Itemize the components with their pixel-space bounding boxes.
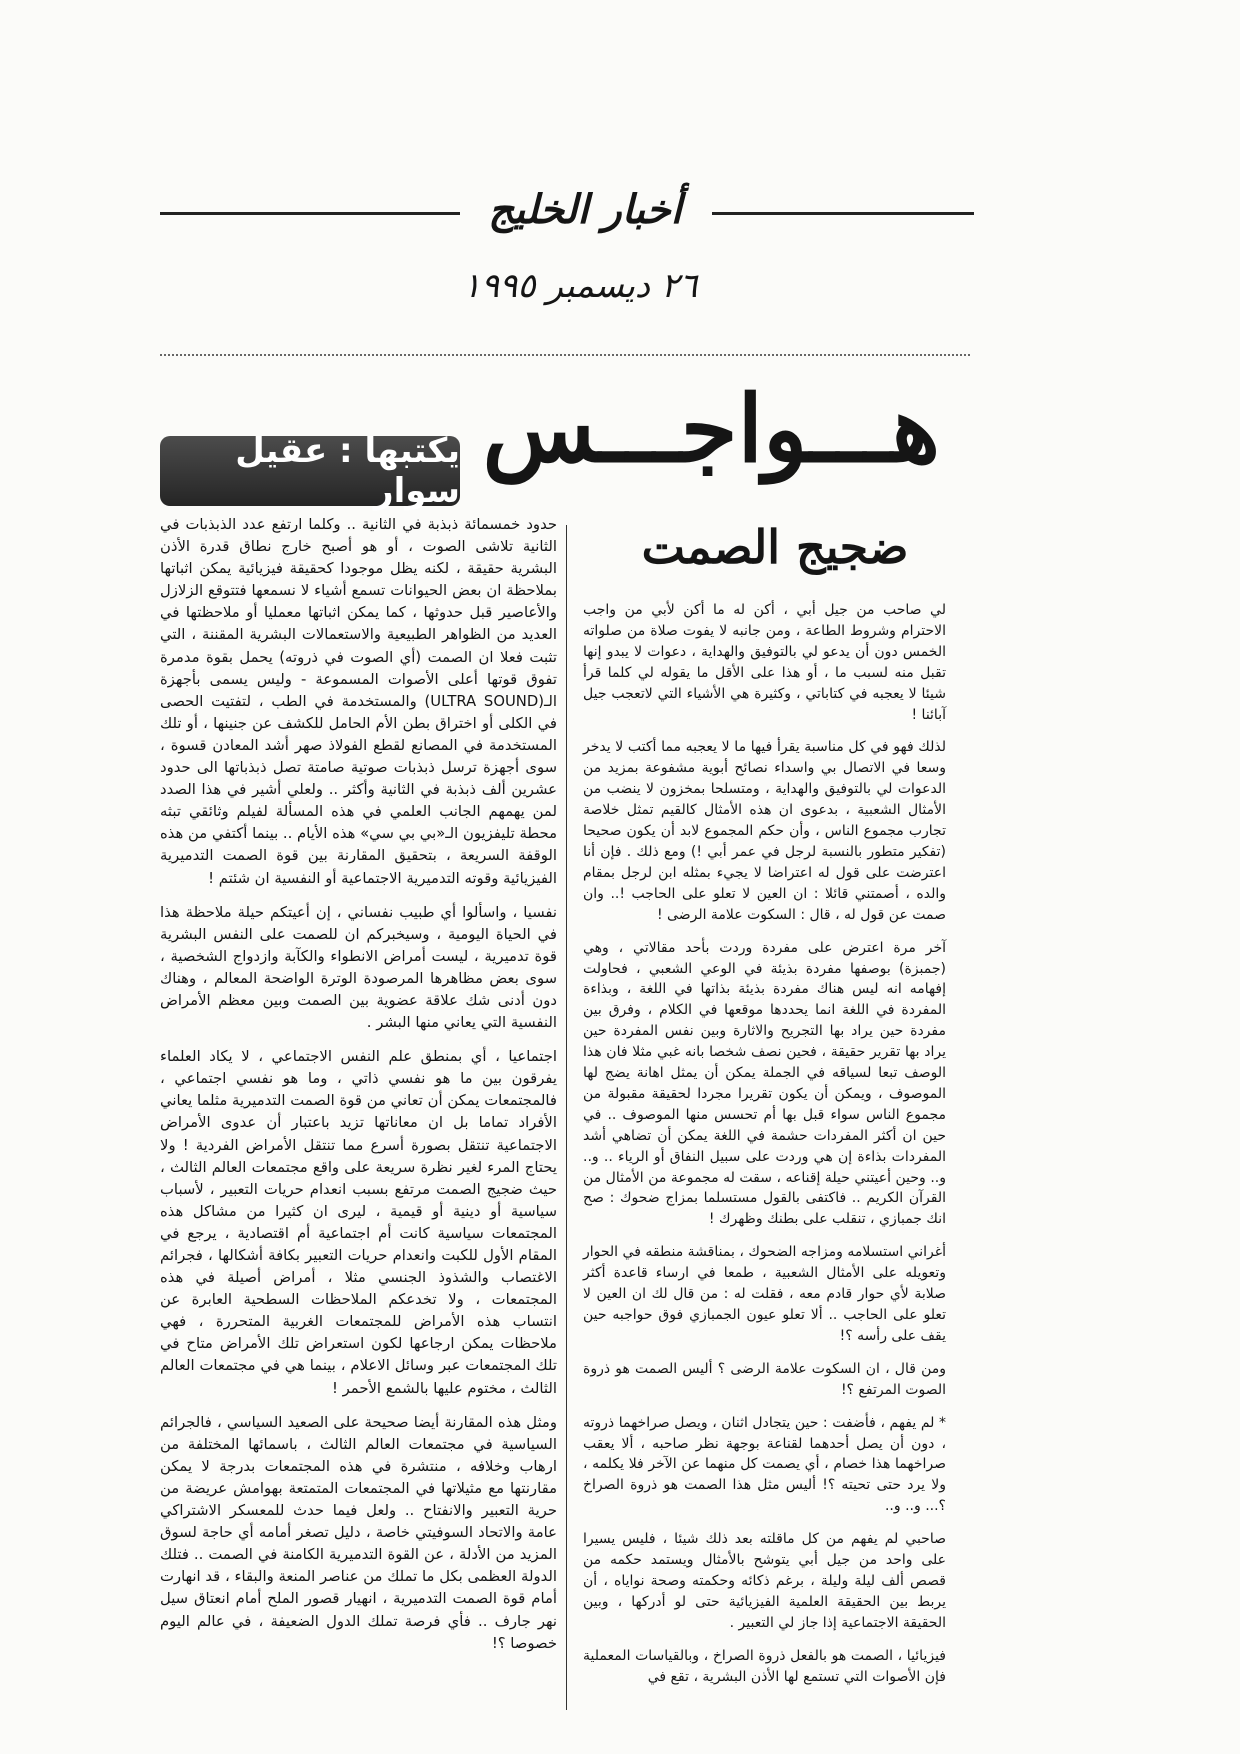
paragraph: صاحبي لم يفهم من كل ماقلته بعد ذلك شيئا ، فليس يسيرا على واحد من جيل أبي يتوشح بالأمثال ويستمد حكمه من قصص ألف ليلة وليلة ، برغم ذكائه وحكمته وصحة نواياه ، أن يربط بين الحقيقة العلمية الفيزيائية حتى لو أدركها ، وبين الحقيقة الاجتماعية إذا جاز لي التعبير . xyxy=(583,1531,946,1631)
paragraph: أغراني استسلامه ومزاجه الضحوك ، بمناقشة منطقه في الحوار وتعويله على الأمثال الشعبية ، طمعا في ارساء قاعدة أكثر صلابة لأي حوار قادم معه ، فقلت له : من قال لك ان العين لا تعلو على الحاجب .. ألا تعلو عيون الجمبازي فوق حواجبه حين يقف على رأسه ؟! xyxy=(583,1244,946,1344)
paragraph: * لم يفهم ، فأضفت : حين يتجادل اثنان ، ويصل صراخهما ذروته ، دون أن يصل أحدهما لقناعة بوجهة نظر صاحبه ، ألا يعقب صراخهما هذا خصام ، أي يصمت كل منهما عن الآخر فلا يكلمه ، ولا يرد حتى تحيته ؟! أليس مثل هذا الصمت هو ذروة الصراخ ؟... و.. و.. xyxy=(583,1414,946,1515)
author-byline xyxy=(160,431,460,511)
article-title: ضجيج الصمت xyxy=(641,520,909,574)
paragraph: آخر مرة اعترض على مفردة وردت بأحد مقالاتي ، وهي (جمبزة) بوصفها مفردة بذيئة في الوعي الشعبي ، فحاولت إفهامه انه ليس هناك مفردة بذيئة بذاتها في اللغة ، وبذاءة المفردة في اللغة انما يحددها موقعها في الكلام ، وفرق بين مفردة حين يراد بها التجريح والاثارة وبين نفس المفردة حين يراد بها تقرير حقيقة ، فحين نصف شخصا بانه غبي مثلا فان هذا الوصف تبعا لسياقه في الجملة يمكن أن يمثل اهانة يضج لها الموصوف ، ويمكن أن يكون تقريرا مجردا لحقيقة مقبولة من مجموع الناس سواء قبل بها أم تحسس منها الموصوف .. في حين ان أكثر المفردات حشمة في اللغة يمكن أن تضاهي أشد المفردات بذاءة إن هي وردت على سبيل النفاق أو الرياء .. و.. و.. وحين أعيتني حيلة إقناعه ، سقت له مجموعة من الأمثال من القرآن الكريم .. فاكتفى بالقول مستسلما بمزاج ضحوك : صح انك جمبازي ، تنقلب على بطنك وظهرك ! xyxy=(583,939,946,1228)
paragraph: لي صاحب من جيل أبي ، أكن له ما أكن لأبي من واجب الاحترام وشروط الطاعة ، ومن جانبه لا يفوت صلاة من صلواته الخمس دون أن يدعو لي بالتوفيق والهداية ، دعوات لا يبدو إنها تقبل منه لسبب ما ، أو هذا على الأقل ما يقوله لي كلما قرأ شيئا لا يعجبه في كتاباتي ، وكثيرة هي الأشياء التي لاتعجب جيل آبائنا ! xyxy=(583,602,946,723)
header-divider xyxy=(160,354,970,356)
paragraph: ومثل هذه المقارنة أيضا صحيحة على الصعيد السياسي ، فالجرائم السياسية في مجتمعات العالم الثالث ، باسمائها المختلفة من ارهاب وخلافه ، منتشرة في هذه المجتمعات بدرجة لا يمكن مقارنتها مع مثيلاتها في المجتمعات المتمتعة بهوامش عريضة من حرية التعبير والانفتاح .. ولعل فيما حدث للمعسكر الاشتراكي عامة والاتحاد السوفيتي خاصة ، دليل تصغر أمامه أي حاجة لسوق المزيد من الأدلة ، عن القوة التدميرية الكامنة في الصمت .. فتلك الدولة العظمى بكل ما تملك من عناصر المنعة والبقاء ، قد انهارت أمام قوة الصمت التدميرية ، انهيار قصور الملح أمام انعتاق سيل نهر جارف .. فأي فرصة تملك الدول الضعيفة ، في عالم اليوم خصوصا ؟! xyxy=(160,1413,557,1652)
byline-text: يكتبها : عقيل سوار xyxy=(235,431,460,511)
paragraph: نفسيا ، واسألوا أي طبيب نفساني ، إن أعيتكم حيلة ملاحظة هذا في الحياة اليومية ، وسيخبركم ان للصمت على النفس البشرية قوة تدميرية ، ليست أمراض الانطواء والكآبة وازدواج الشخصية ، سوى بعض مظاهرها المرصودة الوترة الواضحة المعالم ، وهناك دون أدنى شك علاقة عضوية بين الصمت وبين معظم الأمراض النفسية التي يعاني منها البشر . xyxy=(160,903,557,1032)
newspaper-masthead: أخبار الخليج xyxy=(488,186,682,233)
paragraph: فيزيائيا ، الصمت هو بالفعل ذروة الصراخ ، وبالقياسات المعملية فإن الأصوات التي تستمع لها الأذن البشرية ، تقع في xyxy=(583,1647,946,1685)
column-section-title: هـــواجـــس xyxy=(482,375,940,483)
masthead-rule-right xyxy=(712,212,974,215)
paragraph: حدود خمسمائة ذبذبة في الثانية .. وكلما ارتفع عدد الذبذبات في الثانية تلاشى الصوت ، أو هو أصبح خارج نطاق قدرة الأذن البشرية حقيقة ، لكنه يظل موجودا كحقيقة فيزيائية يمكن اثباتها بملاحظة ان بعض الحيوانات تسمع أشياء لا نسمعها فتتوقع الزلازل والأعاصير قبل حدوثها ، كما يمكن اثباتها معمليا أو ملاحظتها في العديد من الظواهر الطبيعية والاستعمالات البشرية المقننة ، التي تثبت فعلا ان الصمت (أي الصوت في ذروته) يحمل بقوة مدمرة تفوق قوتها أعلى الأصوات المسموعة - وليس يسمى بأجهزة الـ(ULTRA SOUND) والمستخدمة في الطب ، لتفتيت الحصى في الكلى أو اختراق بطن الأم الحامل للكشف عن جنينها ، أو تلك المستخدمة في المصانع لقطع الفولاذ صهر أشد المعادن قسوة ، سوى أجهزة ترسل ذبذبات صوتية صامتة تصل ذبذباتها الى حدود عشرين ألف ذبذبة في الثانية وأكثر .. ولعلي أشير في هذا الصدد لمن يهمهم الجانب العلمي في هذه المسألة لفيلم وثائقي تبثه محطة تليفزيون الـ«بي بي سي» هذه الأيام .. بينما أكتفي من هذه الوقفة السريعة ، بتحقيق المقارنة بين قوة الصمت التدميرية الفيزيائية وقوته التدميرية الاجتماعية أو النفسية ان شئتم ! xyxy=(160,516,557,887)
paragraph: ومن قال ، ان السكوت علامة الرضى ؟ أليس الصمت هو ذروة الصوت المرتفع ؟! xyxy=(583,1360,946,1398)
column-divider xyxy=(566,525,567,1710)
paragraph: اجتماعيا ، أي بمنطق علم النفس الاجتماعي ، لا يكاد العلماء يفرقون بين ما هو نفسي ذاتي ، وما هو نفسي اجتماعي ، فالمجتمعات يمكن أن تعاني من قوة الصمت التدميرية مثلما يعاني الأفراد تماما بل ان معاناتها تزيد باعتبار أن عدوى الأمراض الاجتماعية تنتقل بصورة أسرع مما تنتقل الأمراض الفردية ! ولا يحتاج المرء لغير نظرة سريعة على واقع مجتمعات العالم الثالث ، حيث ضجيج الصمت مرتفع بسبب انعدام حريات التعبير ، لأسباب سياسية أو دينية أو قيمية ، ليرى ان كثيرا من مشاكل هذه المجتمعات سياسية كانت أم اجتماعية أم اقتصادية ، يرجع في المقام الأول للكبت وانعدام حريات التعبير بكافة أشكالها ، فجرائم الاغتصاب والشذوذ الجنسي مثلا ، أمراض أصيلة في هذه المجتمعات ، ولا تخدعكم الملاحظات السطحية العابرة عن انتساب هذه الأمراض للمجتمعات الغربية المتحررة ، فهي ملاحظات يمكن ارجاعها لكون استعراض تلك الأمراض متاح في تلك المجتمعات عبر وسائل الاعلام ، بينما هي في مجتمعات العالم الثالث ، مختوم عليها بالشمع الأحمر ! xyxy=(160,1048,557,1397)
article-column-left xyxy=(160,514,557,1667)
article-column-right xyxy=(583,600,946,1700)
masthead-rule-left xyxy=(160,212,460,215)
paragraph: لذلك فهو في كل مناسبة يقرأ فيها ما لا يعجبه مما أكتب لا يدخر وسعا في الاتصال بي واسداء نصائح أبوية مشفوعة بمزيد من الدعوات لي بالتوفيق والهداية ، ومتسلحا بمخزون لا ينضب من الأمثال الشعبية ، بدعوى ان هذه الأمثال كالقيم تمثل خلاصة تجارب مجموع الناس ، وأن حكم المجموع لابد أن يكون صحيحا (تفكير متطور بالنسبة لرجل في عمر أبي !) ومع ذلك . فإن أنا اعترضت على قول له اعتراضا لا يجيء بمثله ابن لرجل بمقام والده ، أصمتني قائلا : ان العين لا تعلو على الحاجب !.. وان صمت عن قول له ، قال : السكوت علامة الرضى ! xyxy=(583,739,946,923)
issue-date: ٢٦ ديسمبر ١٩٩٥ xyxy=(462,266,698,306)
